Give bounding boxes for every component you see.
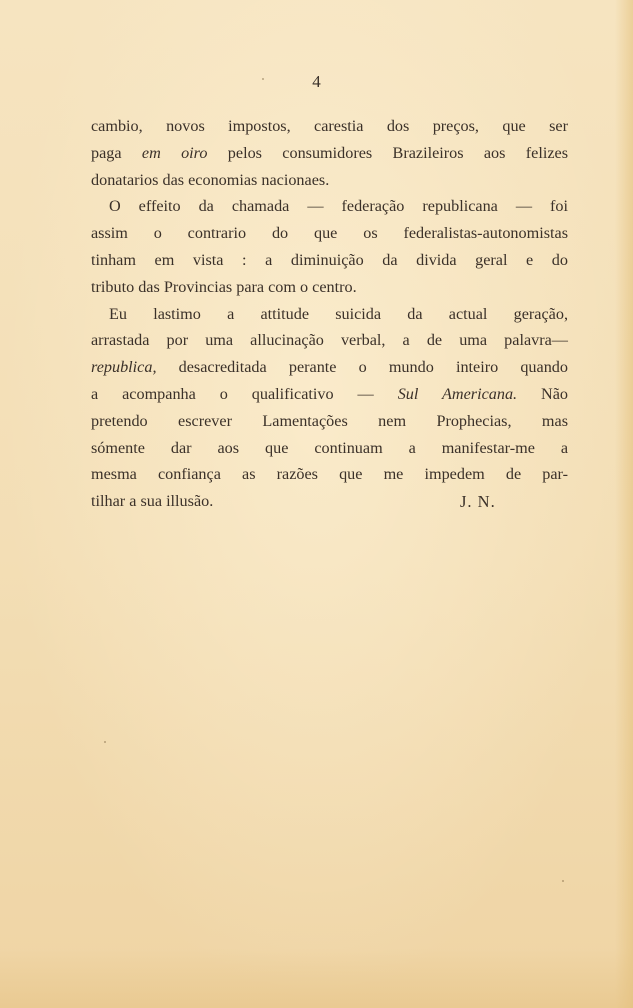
text-run: pretendo escrever Lamentações nem Prophecias, mas: [91, 411, 568, 430]
text-run: desacreditada perante o mundo inteiro quando: [156, 358, 568, 377]
page-number: 4: [312, 72, 321, 91]
page-bottom-shadow: [0, 948, 633, 1008]
paper-speck: [562, 880, 564, 882]
paragraph: [91, 301, 568, 515]
text-line: [91, 327, 568, 354]
text-run: O effeito da chamada — federação republicana — foi: [109, 197, 568, 216]
text-line: [91, 220, 568, 247]
text-run: paga: [91, 143, 142, 162]
page-edge-shadow: [615, 0, 633, 1008]
text-run: arrastada por uma allucinação verbal, a de uma palavra—: [91, 331, 568, 350]
text-line: [91, 113, 568, 140]
text-run: tributo das Provincias para com o centro.: [91, 277, 357, 296]
text-run: mesma confiança as razões que me impedem de par-: [91, 465, 568, 484]
text-line: [91, 381, 568, 408]
signature: J. N.: [460, 492, 496, 511]
italic-text: republica,: [91, 358, 157, 377]
italic-text: Sul Americana.: [397, 384, 518, 403]
text-line: [91, 435, 568, 462]
paper-speck: [104, 741, 106, 743]
text-run: sómente dar aos que continuam a manifestar-me a: [91, 438, 568, 457]
text-line: [91, 408, 568, 435]
text-line: [91, 140, 568, 167]
text-line: [91, 167, 568, 194]
body-text: [91, 113, 568, 515]
text-line: [91, 301, 568, 328]
text-run: assim o contrario do que os federalistas-autonomistas: [91, 224, 568, 243]
italic-text: em oiro: [141, 143, 208, 162]
paragraph: [91, 193, 568, 300]
text-run: tinham em vista : a diminuição da divida geral e do: [91, 250, 568, 269]
paragraph: [91, 113, 568, 193]
text-run: Eu lastimo a attitude suicida da actual geração,: [109, 304, 568, 323]
text-run: tilhar a sua illusão.: [91, 492, 214, 511]
text-run: cambio, novos impostos, carestia dos preços, que ser: [91, 117, 568, 135]
text-run: a acompanha o qualificativo —: [91, 384, 398, 403]
text-run: Não: [517, 384, 569, 403]
text-line: [91, 247, 568, 274]
text-line: [91, 193, 568, 220]
text-run: donatarios das economias nacionaes.: [91, 170, 330, 189]
text-line: [91, 274, 568, 301]
text-run: pelos consumidores Brazileiros aos felizes: [207, 143, 569, 162]
text-line: [91, 461, 568, 488]
text-line: [91, 488, 568, 515]
text-line: [91, 354, 568, 381]
